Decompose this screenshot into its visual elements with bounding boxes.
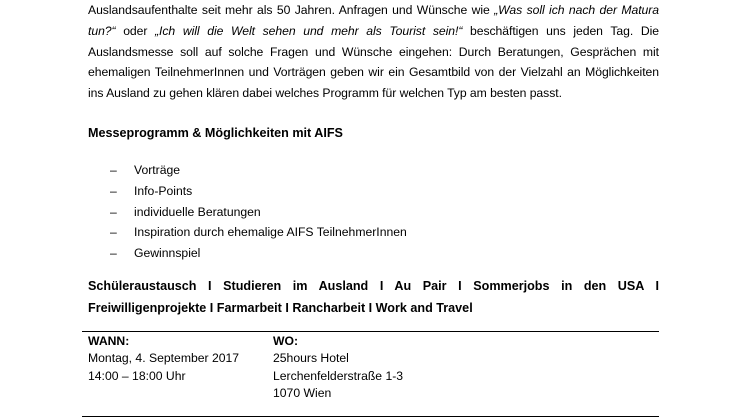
event-where-column	[273, 333, 513, 403]
list-item	[110, 222, 407, 243]
list-item-label: Inspiration durch ehemalige AIFS TeilnehmerInnen	[134, 225, 407, 240]
event-time: 14:00 – 18:00 Uhr	[88, 368, 186, 383]
bullet-dash: –	[110, 204, 117, 219]
list-item	[110, 181, 407, 202]
intro-text-start: Auslandsaufenthalte seit mehr als 50 Jahren. Anfragen und Wünsche wie	[88, 3, 495, 17]
list-item-label: individuelle Beratungen	[134, 204, 261, 219]
intro-text-connector: oder	[115, 23, 156, 38]
where-label: WO:	[273, 334, 299, 348]
venue-street: Lerchenfelderstraße 1-3	[273, 368, 404, 383]
table-divider-bottom	[82, 416, 659, 417]
program-heading: Messeprogramm & Möglichkeiten mit AIFS	[88, 126, 343, 140]
intro-paragraph	[88, 0, 659, 104]
event-date: Montag, 4. September 2017	[88, 351, 240, 366]
intro-quote-matura: „Was soll ich nach der Matura tun?“	[88, 3, 659, 38]
bullet-dash: –	[110, 163, 117, 177]
intro-text-rest: beschäftigen uns jeden Tag. Die Auslandsmesse soll auf solche Fragen und Wünsche eingehen: Durch Beratungen, Gesprächen mit ehemaligen TeilnehmerInnen und Vorträgen geben wir ein Gesamtbild von der Vielzahl an Möglichkeiten ins Ausland zu gehen klären dabei welches Programm für welchen Typ am besten passt.	[88, 23, 659, 101]
venue-city: 1070 Wien	[273, 386, 332, 401]
program-list	[110, 160, 407, 264]
bullet-dash: –	[110, 183, 117, 198]
when-label: WANN:	[88, 334, 130, 348]
intro-quote-tourist: „Ich will die Welt sehen und mehr als Tourist sein!“	[155, 23, 463, 38]
list-item-label: Vorträge	[134, 163, 181, 177]
bullet-dash: –	[110, 246, 117, 261]
venue-name: 25hours Hotel	[273, 351, 349, 366]
list-item	[110, 160, 407, 181]
table-divider-top	[82, 331, 659, 332]
list-item	[110, 243, 407, 264]
list-item-label: Info-Points	[134, 183, 193, 198]
program-categories-tagline: Schüleraustausch I Studieren im Ausland I Au Pair I Sommerjobs in den USA I Freiwilligenprojekte I Farmarbeit I Rancharbeit I Work and Travel	[88, 279, 659, 315]
event-when-column	[88, 333, 268, 385]
list-item-label: Gewinnspiel	[134, 246, 201, 261]
bullet-dash: –	[110, 225, 117, 240]
list-item	[110, 202, 407, 223]
